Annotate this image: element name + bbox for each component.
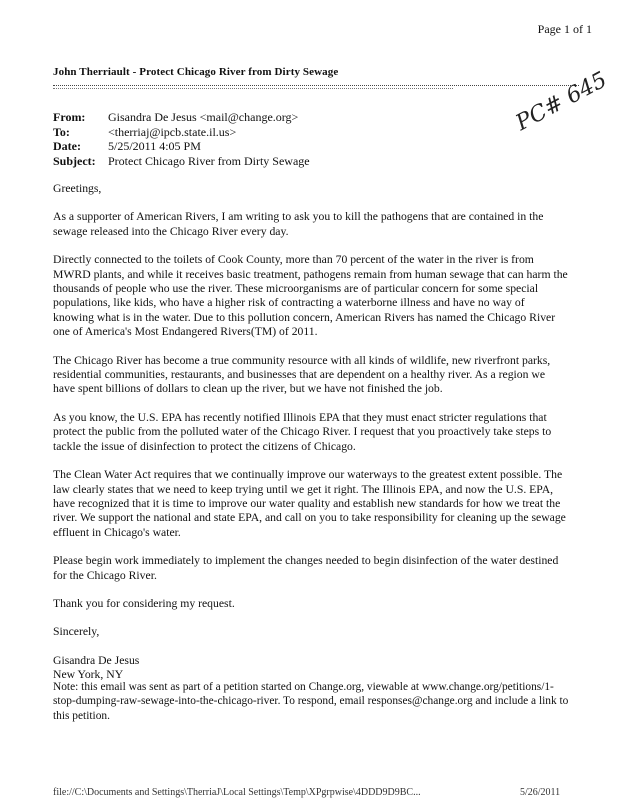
footer-path: file://C:\Documents and Settings\TherriaJ\Local Settings\Temp\XPgrpwise\4DDD9D9BC... — [53, 787, 421, 798]
subject-row — [53, 154, 310, 169]
handwritten-stamp: PC# 645 — [512, 67, 612, 137]
footer-date: 5/26/2011 — [520, 787, 561, 798]
paragraph-1: As a supporter of American Rivers, I am writing to ask you to kill the pathogens that are contained in the sewage released into the Chicago River every day. — [53, 210, 544, 238]
email-header — [53, 110, 310, 168]
from-label: From: — [53, 110, 86, 124]
to-label: To: — [53, 124, 70, 139]
signature-location: New York, NY — [53, 668, 124, 682]
paragraph-5: The Clean Water Act requires that we continually improve our waterways to the greatest extent possible. The law clearly states that we need to keep trying until we get it right. The Illinois EPA, and now the U.S. EPA, have recognized that it is time to improve our water quality and establish new standards for how we treat the river. We support the national and state EPA, and call on you to take responsibility for cleaning up the sewage effluent in Chicago's water. — [53, 468, 566, 539]
date-row — [53, 139, 310, 154]
subject-value: Protect Chicago River from Dirty Sewage — [108, 153, 310, 168]
title-divider — [53, 85, 579, 86]
from-row — [53, 110, 310, 125]
greeting: Greetings, — [53, 182, 102, 195]
paragraph-4: As you know, the U.S. EPA has recently notified Illinois EPA that they must enact stricter regulations that protect the public from the polluted water of the Chicago River. I request that you proactively take steps to tackle the issue of disinfection to protect the citizens of Chicago. — [53, 410, 552, 453]
paragraph-7: Thank you for considering my request. — [53, 596, 235, 610]
to-value: <therriaj@ipcb.state.il.us> — [108, 124, 237, 139]
to-row — [53, 125, 310, 140]
signature-name: Gisandra De Jesus — [53, 653, 140, 667]
email-title: John Therriault - Protect Chicago River from Dirty Sewage — [53, 66, 339, 78]
petition-note: Note: this email was sent as part of a petition started on Change.org, viewable at www.change.org/petitions/1-stop-dumping-raw-sewage-into-the-chicago-river. To respond, email responses@change.org and include a link to this petition. — [53, 681, 569, 722]
page-number: Page 1 of 1 — [537, 22, 592, 36]
title-divider-secondary — [53, 88, 453, 89]
email-body — [53, 182, 568, 683]
date-value: 5/25/2011 4:05 PM — [108, 139, 201, 153]
subject-label: Subject: — [53, 153, 96, 168]
closing: Sincerely, — [53, 625, 100, 639]
paragraph-6: Please begin work immediately to implement the changes needed to begin disinfection of the water destined for the Chicago River. — [53, 554, 559, 582]
paragraph-2: Directly connected to the toilets of Cook County, more than 70 percent of the water in the river is from MWRD plants, and while it receives basic treatment, pathogens remain from human sewage that can harm the thousands of people who use the river. These microorganisms are of particular concern for some special populations, like kids, who have a higher risk of contracting a waterborne illness and have no way of knowing what is in the water. Due to this pollution concern, American Rivers has named the Chicago River one of America's Most Endangered Rivers(TM) of 2011. — [53, 253, 568, 339]
paragraph-3: The Chicago River has become a true community resource with all kinds of wildlife, new riverfront parks, residential communities, restaurants, and businesses that are dependent on a healthy river. As a region we have spent billions of dollars to clean up the river, but we have not finished the job. — [53, 353, 551, 396]
date-label: Date: — [53, 139, 81, 153]
from-value: Gisandra De Jesus <mail@change.org> — [108, 110, 299, 124]
